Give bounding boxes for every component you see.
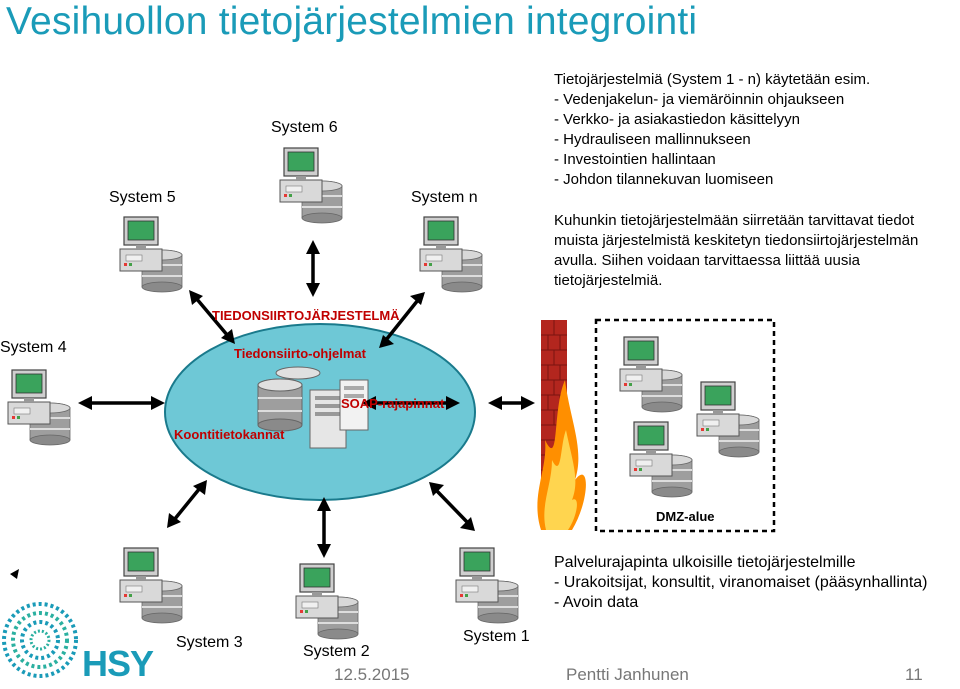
hsy-logo-icon bbox=[4, 604, 76, 676]
firewall-icon bbox=[537, 320, 586, 530]
hub-program-label: Tiedonsiirto-ohjelmat bbox=[234, 346, 366, 361]
system-1-computer-icon bbox=[456, 548, 518, 623]
transfer-text-line: muista järjestelmistä keskitetyn tiedonsiirtojärjestelmän bbox=[554, 232, 919, 249]
system-4-label: System 4 bbox=[0, 339, 67, 356]
system-5-computer-icon bbox=[120, 217, 182, 292]
system-5-label: System 5 bbox=[109, 189, 176, 206]
usage-item: - Vedenjakelun- ja viemäröinnin ohjaukseen bbox=[554, 91, 845, 108]
system-2-label: System 2 bbox=[303, 643, 370, 660]
transfer-text-line: Kuhunkin tietojärjestelmään siirretään tarvittavat tiedot bbox=[554, 212, 915, 229]
service-text-line: - Avoin data bbox=[554, 594, 639, 611]
page-title: Vesihuollon tietojärjestelmien integrointi bbox=[6, 0, 698, 43]
usage-item: - Investointien hallintaan bbox=[554, 151, 716, 168]
hub-soap-label: SOAP-rajapinnat bbox=[341, 396, 445, 411]
dmz-label: DMZ-alue bbox=[656, 509, 715, 524]
system-4-computer-icon bbox=[8, 370, 70, 445]
usage-item: - Verkko- ja asiakastiedon käsittelyyn bbox=[554, 111, 800, 128]
system-3-computer-icon bbox=[120, 548, 182, 623]
service-text-line: Palvelurajapinta ulkoisille tietojärjestelmille bbox=[554, 554, 856, 571]
page-number: 11 bbox=[905, 665, 923, 684]
system-n-computer-icon bbox=[420, 217, 482, 292]
system-3-label: System 3 bbox=[176, 634, 243, 651]
footer-date: 12.5.2015 bbox=[334, 665, 410, 684]
hub-database-label: Koontitietokannat bbox=[174, 427, 285, 442]
system-n-label: System n bbox=[411, 189, 478, 206]
transfer-text-line: avulla. Siihen voidaan tarvittaessa liittää uusia bbox=[554, 252, 861, 269]
usage-item: - Hydrauliseen mallinnukseen bbox=[554, 131, 751, 148]
dmz-computer-icon bbox=[620, 337, 682, 412]
usage-item: - Johdon tilannekuvan luomiseen bbox=[554, 171, 774, 188]
system-2-computer-icon bbox=[296, 564, 358, 639]
transfer-text-line: tietojärjestelmiä. bbox=[554, 272, 663, 289]
service-text-line: - Urakoitsijat, konsultit, viranomaiset (pääsynhallinta) bbox=[554, 574, 928, 591]
usage-intro: Tietojärjestelmiä (System 1 - n) käytetään esim. bbox=[554, 71, 871, 88]
footer-author: Pentti Janhunen bbox=[566, 665, 689, 684]
dmz-computer-icon bbox=[630, 422, 692, 497]
system-1-label: System 1 bbox=[463, 628, 530, 645]
hub-heading: TIEDONSIIRTOJÄRJESTELMÄ bbox=[212, 308, 400, 323]
pointer-icon bbox=[10, 569, 19, 579]
system-6-computer-icon bbox=[280, 148, 342, 223]
hsy-logo-text: HSY bbox=[82, 643, 154, 684]
dmz-computer-icon bbox=[697, 382, 759, 457]
system-6-label: System 6 bbox=[271, 119, 338, 136]
